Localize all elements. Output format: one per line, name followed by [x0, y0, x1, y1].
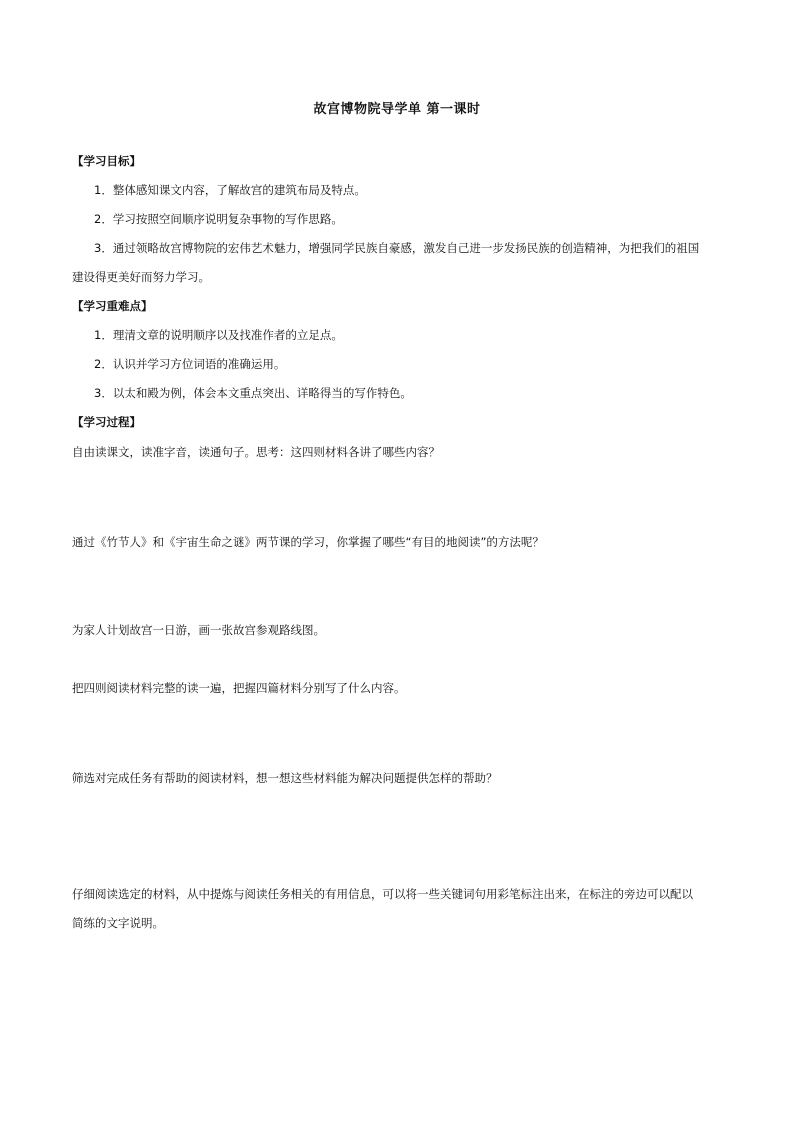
keypoints-heading: 【学习重难点】 [72, 299, 153, 313]
process-item-6-continued: 简练的文字说明。 [72, 916, 164, 930]
document-title: 故宫博物院导学单 第一课时 [313, 102, 481, 117]
keypoint-item-1: 1．理清文章的说明顺序以及找准作者的立足点。 [94, 328, 343, 342]
process-item-4: 把四则阅读材料完整的读一遍，把握四篇材料分别写了什么内容。 [72, 681, 406, 695]
process-item-1: 自由读课文，读准字音，读通句子。思考：这四则材料各讲了哪些内容？ [72, 445, 440, 459]
process-item-5: 筛选对完成任务有帮助的阅读材料，想一想这些材料能为解决问题提供怎样的帮助？ [72, 771, 498, 785]
process-item-3: 为家人计划故宫一日游，画一张故宫参观路线图。 [72, 623, 325, 637]
goal-item-2: 2．学习按照空间顺序说明复杂事物的写作思路。 [94, 212, 343, 226]
process-heading: 【学习过程】 [72, 415, 141, 429]
goal-item-3: 3．通过领略故宫博物院的宏伟艺术魅力，增强同学民族自豪感，激发自己进一步发扬民族的创造精神，为把我们的祖国 [94, 241, 700, 255]
process-item-2: 通过《竹节人》和《宇宙生命之谜》两节课的学习，你掌握了哪些“有目的地阅读”的方法呢？ [72, 535, 544, 549]
goals-heading: 【学习目标】 [72, 154, 141, 168]
goal-item-1: 1．整体感知课文内容，了解故宫的建筑布局及特点。 [94, 183, 366, 197]
goal-item-3-continued: 建设得更美好而努力学习。 [72, 270, 210, 284]
keypoint-item-3: 3．以太和殿为例，体会本文重点突出、详略得当的写作特色。 [94, 386, 412, 400]
process-item-6: 仔细阅读选定的材料，从中提炼与阅读任务相关的有用信息，可以将一些关键词句用彩笔标注出来，在标注的旁边可以配以 [72, 887, 693, 901]
keypoint-item-2: 2．认识并学习方位词语的准确运用。 [94, 357, 286, 371]
